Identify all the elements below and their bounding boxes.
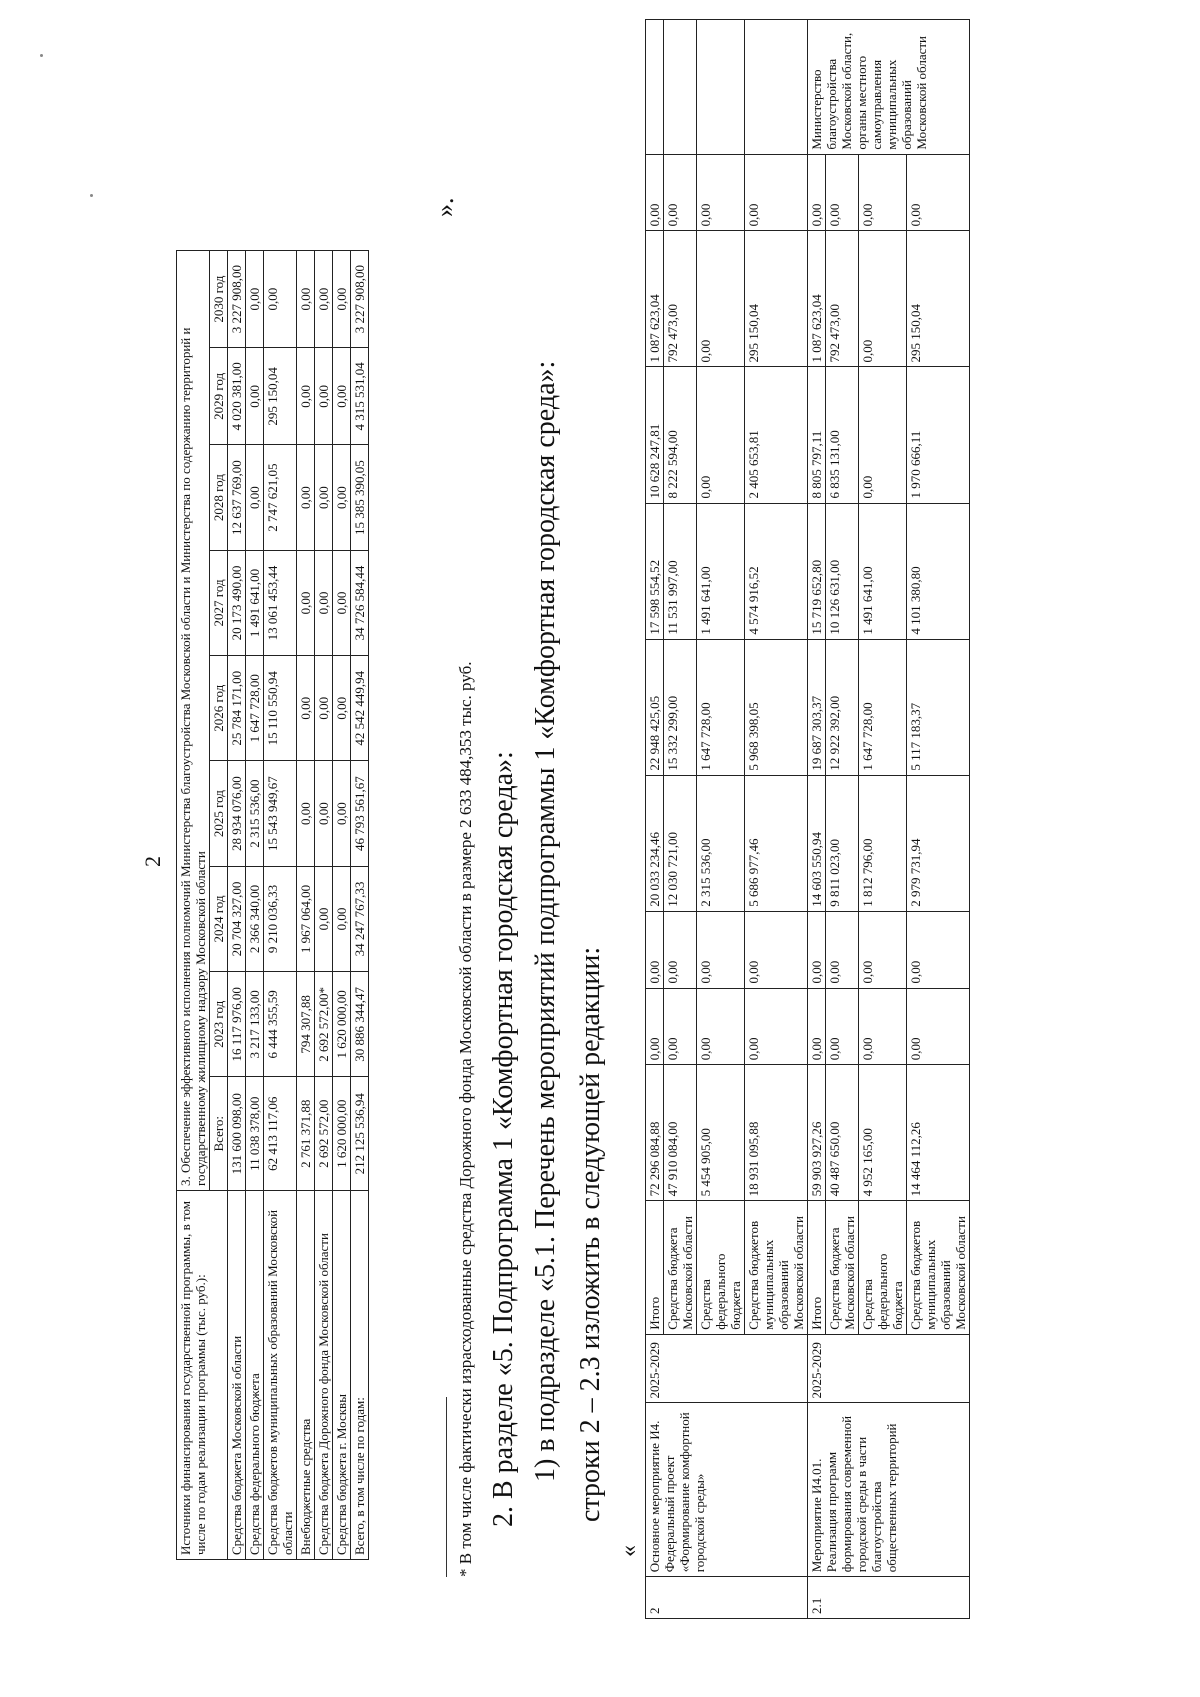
column-header: 2024 год <box>210 866 228 971</box>
table-row <box>351 251 369 1560</box>
table-cell: 47 910 084,00 <box>664 1065 697 1201</box>
table-cell: 0,00 <box>646 988 664 1065</box>
table-cell: 0,00 <box>745 154 808 231</box>
table-cell: 0,00 <box>297 550 315 655</box>
table-cell: 20 704 327,00 <box>228 866 246 971</box>
table-cell: 16 117 976,00 <box>228 972 246 1077</box>
table-cell: 12 922 392,00 <box>826 639 859 775</box>
column-header: Всего: <box>210 1077 228 1191</box>
table-cell: 0,00 <box>664 154 697 231</box>
table-cell: 0,00 <box>907 154 970 231</box>
row-label: Внебюджетные средства <box>297 1191 315 1560</box>
table-cell: 0,00 <box>697 367 745 503</box>
table-cell: 6 835 131,00 <box>826 367 859 503</box>
table-cell: 5 686 977,46 <box>745 775 808 911</box>
table-cell: 0,00 <box>664 911 697 988</box>
table-cell: 3 227 908,00 <box>228 251 246 348</box>
row-label: Средства бюджета Московской области <box>228 1191 246 1560</box>
table-cell: 15 543 949,67 <box>264 761 297 866</box>
table-cell: 0,00 <box>297 761 315 866</box>
table-cell: 22 948 425,05 <box>646 639 664 775</box>
column-header: 2027 год <box>210 550 228 655</box>
responsible-cell <box>697 20 745 155</box>
footnote-rule <box>446 1397 447 1577</box>
table-cell: 0,00 <box>315 251 333 348</box>
table-cell: 0,00 <box>333 251 351 348</box>
table-cell: 0,00 <box>333 866 351 971</box>
table-cell: 2 405 653,81 <box>745 367 808 503</box>
table-cell: 0,00 <box>315 348 333 445</box>
table-cell: 0,00 <box>808 911 826 988</box>
section-heading: 2. В разделе «5. Подпрограмма 1 «Комфортная городская среда»: <box>488 751 519 1527</box>
table-cell: 8 222 594,00 <box>664 367 697 503</box>
table-cell: 295 150,04 <box>745 231 808 367</box>
table-cell: 1 087 623,04 <box>646 231 664 367</box>
table-cell: 12 637 769,00 <box>228 445 246 550</box>
table-cell: 792 473,00 <box>826 231 859 367</box>
table-cell: 15 110 550,94 <box>264 656 297 761</box>
measure-years: 2025-2029 <box>646 1334 808 1403</box>
funding-source: Средства бюджетов муниципальных образований Московской области <box>745 1201 808 1334</box>
table-cell: 4 952 165,00 <box>859 1065 907 1201</box>
table-cell: 0,00 <box>333 761 351 866</box>
table-header-row <box>177 251 210 1560</box>
table-cell: 11 038 378,00 <box>246 1077 264 1191</box>
table-cell: 1 491 641,00 <box>697 503 745 639</box>
table-cell: 5 117 183,37 <box>907 639 970 775</box>
funding-source: Итого <box>646 1201 664 1334</box>
table-cell: 0,00 <box>315 761 333 866</box>
table-cell: 0,00 <box>808 988 826 1065</box>
table-cell: 2 979 731,94 <box>907 775 970 911</box>
table-cell: 131 600 098,00 <box>228 1077 246 1191</box>
table-row <box>264 251 297 1560</box>
open-quote: « <box>616 1545 642 1557</box>
table-cell: 0,00 <box>826 911 859 988</box>
table-cell: 1 647 728,00 <box>246 656 264 761</box>
table-cell: 0,00 <box>315 866 333 971</box>
table-cell: 20 173 490,00 <box>228 550 246 655</box>
measures-table <box>645 19 970 1619</box>
table-cell: 25 784 171,00 <box>228 656 246 761</box>
table-cell: 2 761 371,88 <box>297 1077 315 1191</box>
column-header: 2025 год <box>210 761 228 866</box>
table-cell: 0,00 <box>697 154 745 231</box>
column-header: 2023 год <box>210 972 228 1077</box>
table-cell: 0,00 <box>826 154 859 231</box>
table-cell: 0,00 <box>859 154 907 231</box>
funding-source: Средства бюджета Московской области <box>826 1201 859 1334</box>
table-cell: 0,00 <box>646 911 664 988</box>
table-cell: 5 968 398,05 <box>745 639 808 775</box>
table-cell: 1 647 728,00 <box>859 639 907 775</box>
table-cell: 2 366 340,00 <box>246 866 264 971</box>
table-cell: 40 487 650,00 <box>826 1065 859 1201</box>
funding-source: Средства бюджета Московской области <box>664 1201 697 1334</box>
table-cell: 0,00 <box>697 231 745 367</box>
table-cell: 13 061 453,44 <box>264 550 297 655</box>
table-cell: 42 542 449,94 <box>351 656 369 761</box>
table-cell: 212 125 536,94 <box>351 1077 369 1191</box>
table-cell: 1 970 666,11 <box>907 367 970 503</box>
table-cell: 15 385 390,05 <box>351 445 369 550</box>
table-row <box>297 251 315 1560</box>
table-cell: 1 087 623,04 <box>808 231 826 367</box>
table-cell: 2 315 536,00 <box>697 775 745 911</box>
row-label: Всего, в том числе по годам: <box>351 1191 369 1560</box>
header-title: 3. Обеспечение эффективного исполнения полномочий Министерства благоустройства Московской области и Министерства по содержанию территорий и государственному жилищному надзору Московской области <box>177 251 210 1191</box>
table-cell: 15 719 652,80 <box>808 503 826 639</box>
table-cell: 0,00 <box>907 988 970 1065</box>
table-cell: 4 020 381,00 <box>228 348 246 445</box>
table-cell: 792 473,00 <box>664 231 697 367</box>
table-cell: 20 033 234,46 <box>646 775 664 911</box>
table-cell: 0,00 <box>907 911 970 988</box>
table-cell: 34 726 584,44 <box>351 550 369 655</box>
table-cell: 0,00 <box>826 988 859 1065</box>
table-cell: 0,00 <box>745 988 808 1065</box>
table-cell: 1 620 000,00 <box>333 1077 351 1191</box>
responsible-cell <box>745 20 808 155</box>
table-cell: 19 687 303,37 <box>808 639 826 775</box>
table-cell: 0,00 <box>808 154 826 231</box>
table-cell: 0,00 <box>297 348 315 445</box>
responsible-cell: Министерство благоустройства Московской области, органы местного самоуправления муниципальных образований Московской области <box>808 20 970 155</box>
table-cell: 8 805 797,11 <box>808 367 826 503</box>
table-cell: 30 886 344,47 <box>351 972 369 1077</box>
table-cell: 15 332 299,00 <box>664 639 697 775</box>
table-cell: 0,00 <box>697 911 745 988</box>
responsible-cell <box>646 20 664 155</box>
measure-years: 2025-2029 <box>808 1334 970 1403</box>
subsection-heading: 1) в подразделе «5.1. Перечень мероприятий подпрограммы 1 «Комфортная городская среда»: <box>530 360 561 1482</box>
table-cell: 3 227 908,00 <box>351 251 369 348</box>
header-source: Источники финансирования государственной программы, в том числе по годам реализации программы (тыс. руб.): <box>177 1191 228 1560</box>
table-cell: 0,00 <box>297 656 315 761</box>
column-header: 2026 год <box>210 656 228 761</box>
table-row <box>808 20 826 1619</box>
row-number: 2 <box>646 1577 808 1619</box>
page-number: 2 <box>140 856 165 867</box>
table-cell: 0,00 <box>333 656 351 761</box>
column-header: 2029 год <box>210 348 228 445</box>
table-cell: 0,00 <box>697 988 745 1065</box>
table-cell: 4 101 380,80 <box>907 503 970 639</box>
table-cell: 0,00 <box>664 988 697 1065</box>
table-cell: 1 491 641,00 <box>246 550 264 655</box>
table-cell: 2 747 621,05 <box>264 445 297 550</box>
table-cell: 6 444 355,59 <box>264 972 297 1077</box>
table-cell: 2 692 572,00 <box>315 1077 333 1191</box>
table-cell: 72 296 084,88 <box>646 1065 664 1201</box>
funding-source: Средства бюджетов муниципальных образований Московской области <box>907 1201 970 1334</box>
table-cell: 2 315 536,00 <box>246 761 264 866</box>
table-cell: 46 793 561,67 <box>351 761 369 866</box>
scan-speck <box>40 54 43 57</box>
row-label: Средства бюджетов муниципальных образований Московской области <box>264 1191 297 1560</box>
funding-source: Итого <box>808 1201 826 1334</box>
table-cell: 5 454 905,00 <box>697 1065 745 1201</box>
table-cell: 10 126 631,00 <box>826 503 859 639</box>
row-label: Средства федерального бюджета <box>246 1191 264 1560</box>
table-cell: 1 967 064,00 <box>297 866 315 971</box>
measure-name: Основное мероприятие И4. Федеральный проект «Формирование комфортной городской среды» <box>646 1403 808 1577</box>
table-cell: 0,00 <box>646 154 664 231</box>
table-cell: 0,00 <box>859 988 907 1065</box>
table-cell: 12 030 721,00 <box>664 775 697 911</box>
closing-quote: ». <box>430 197 459 217</box>
table-cell: 0,00 <box>315 656 333 761</box>
scan-speck <box>90 194 93 197</box>
table-row <box>646 20 664 1619</box>
table-cell: 34 247 767,33 <box>351 866 369 971</box>
table-cell: 14 464 112,26 <box>907 1065 970 1201</box>
financing-table <box>176 250 369 1560</box>
table-cell: 0,00 <box>333 550 351 655</box>
table-row <box>333 251 351 1560</box>
table-cell: 0,00 <box>315 445 333 550</box>
table-cell: 0,00 <box>859 911 907 988</box>
instruction-heading: строки 2 – 2.3 изложить в следующей редакции: <box>575 946 606 1522</box>
table-cell: 0,00 <box>246 251 264 348</box>
funding-source: Средства федерального бюджета <box>697 1201 745 1334</box>
table-cell: 11 531 997,00 <box>664 503 697 639</box>
table-cell: 0,00 <box>297 445 315 550</box>
table-cell: 1 491 641,00 <box>859 503 907 639</box>
table-row <box>315 251 333 1560</box>
row-number: 2.1 <box>808 1577 970 1619</box>
table-cell: 14 603 550,94 <box>808 775 826 911</box>
row-label: Средства бюджета Дорожного фонда Московской области <box>315 1191 333 1560</box>
responsible-cell <box>664 20 697 155</box>
row-label: Средства бюджета г. Москвы <box>333 1191 351 1560</box>
table-cell: 9 210 036,33 <box>264 866 297 971</box>
table-cell: 4 574 916,52 <box>745 503 808 639</box>
table-cell: 0,00 <box>315 550 333 655</box>
table-cell: 18 931 095,88 <box>745 1065 808 1201</box>
table-row <box>246 251 264 1560</box>
column-header: 2028 год <box>210 445 228 550</box>
table-cell: 28 934 076,00 <box>228 761 246 866</box>
table-cell: 59 903 927,26 <box>808 1065 826 1201</box>
table-cell: 10 628 247,81 <box>646 367 664 503</box>
table-cell: 295 150,04 <box>907 231 970 367</box>
table-cell: 3 217 133,00 <box>246 972 264 1077</box>
table-cell: 9 811 023,00 <box>826 775 859 911</box>
table-cell: 0,00 <box>859 367 907 503</box>
measure-name: Мероприятие И4.01. Реализация программ формирования современной городской среды в части благоустройства общественных территорий <box>808 1403 970 1577</box>
table-cell: 2 692 572,00* <box>315 972 333 1077</box>
table-cell: 0,00 <box>246 348 264 445</box>
footnote: * В том числе фактически израсходованные средства Дорожного фонда Московской области в размере 2 633 484,353 тыс. руб. <box>456 661 475 1577</box>
table-cell: 17 598 554,52 <box>646 503 664 639</box>
table-cell: 1 620 000,00 <box>333 972 351 1077</box>
table-cell: 1 812 796,00 <box>859 775 907 911</box>
table-cell: 0,00 <box>859 231 907 367</box>
column-header: 2030 год <box>210 251 228 348</box>
table-cell: 0,00 <box>264 251 297 348</box>
table-row <box>228 251 246 1560</box>
table-cell: 4 315 531,04 <box>351 348 369 445</box>
table-cell: 0,00 <box>745 911 808 988</box>
table-cell: 0,00 <box>333 445 351 550</box>
table-cell: 1 647 728,00 <box>697 639 745 775</box>
table-cell: 794 307,88 <box>297 972 315 1077</box>
table-cell: 0,00 <box>246 445 264 550</box>
table-cell: 0,00 <box>333 348 351 445</box>
table-cell: 62 413 117,06 <box>264 1077 297 1191</box>
table-cell: 295 150,04 <box>264 348 297 445</box>
funding-source: Средства федерального бюджета <box>859 1201 907 1334</box>
table-cell: 0,00 <box>297 251 315 348</box>
